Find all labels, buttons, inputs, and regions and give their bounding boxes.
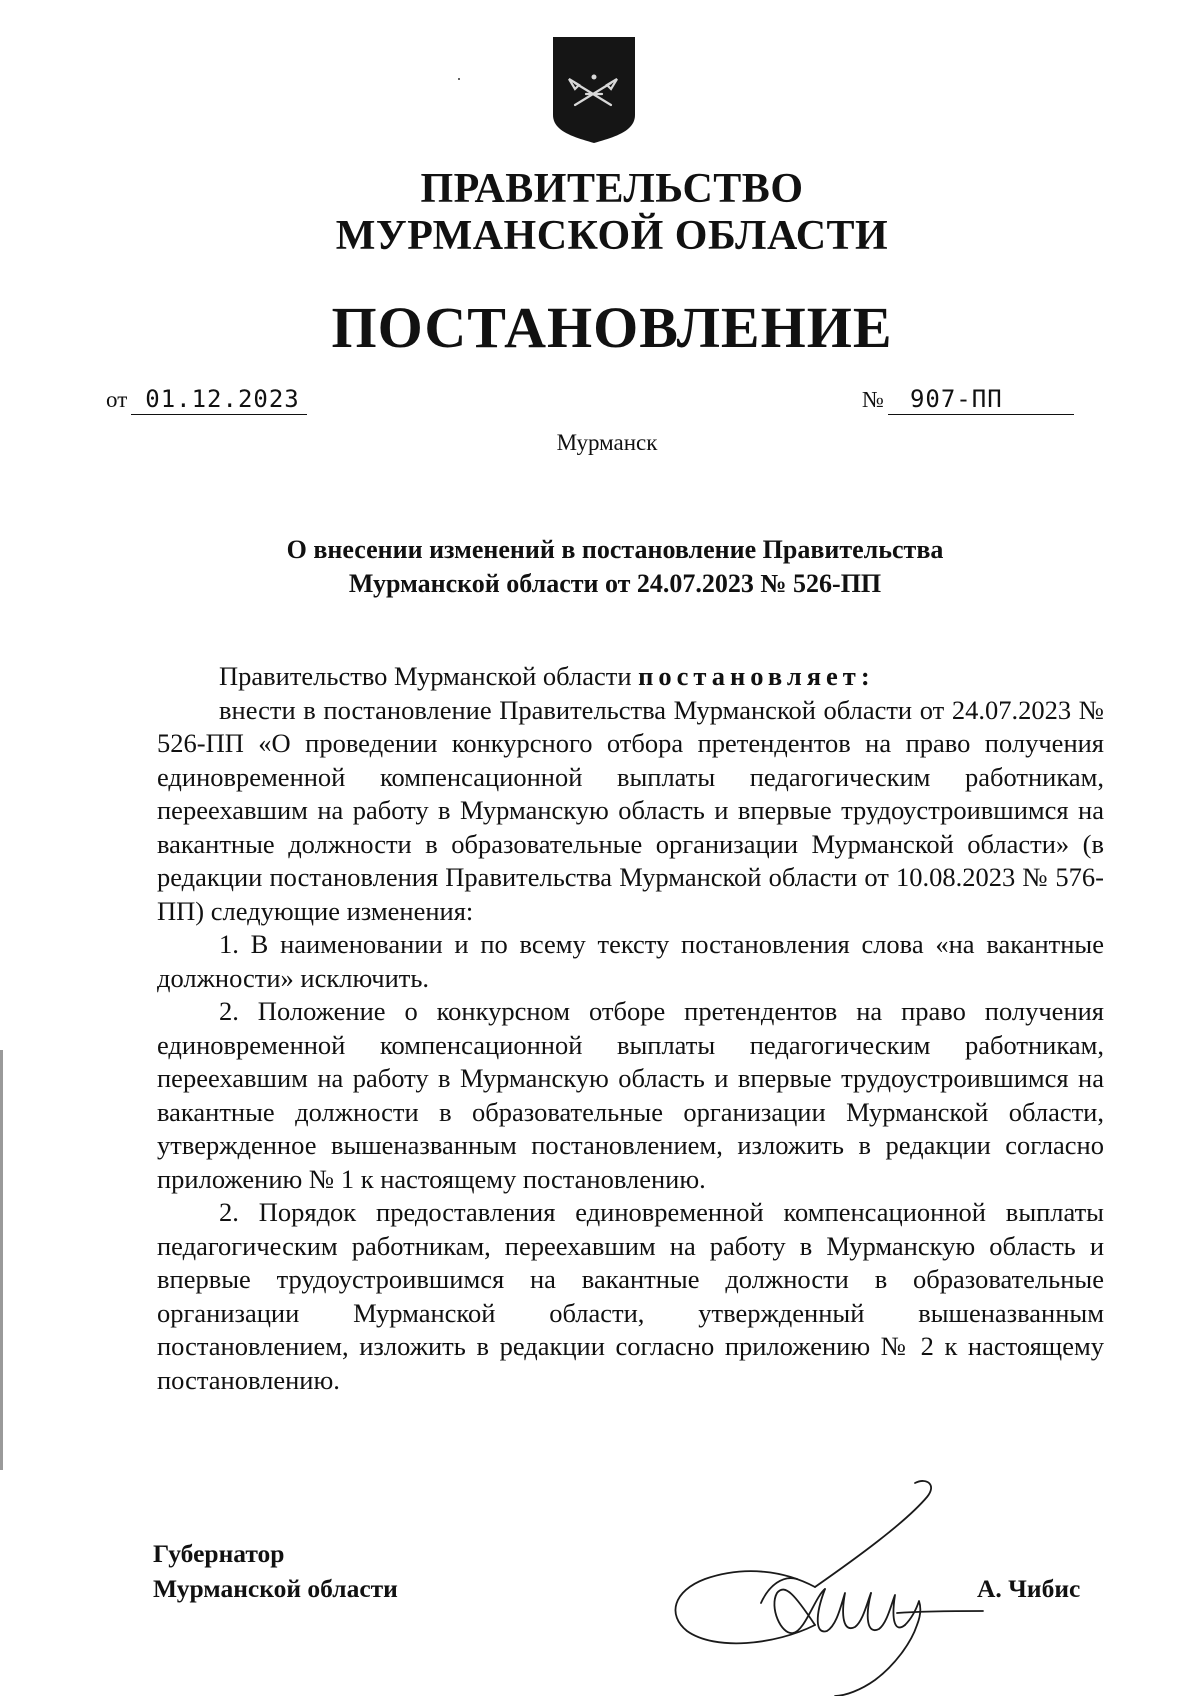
signer-name: А. Чибис bbox=[977, 1574, 1081, 1603]
handwritten-signature bbox=[665, 1475, 985, 1696]
org-name-line2: МУРМАНСКОЙ ОБЛАСТИ bbox=[335, 213, 889, 259]
coat-of-arms-emblem bbox=[553, 37, 635, 143]
subject-line2: Мурманской области от 24.07.2023 № 526-ПП bbox=[348, 569, 882, 598]
scan-edge-mark bbox=[0, 1050, 3, 1470]
number-value: 907-ПП bbox=[888, 384, 1074, 415]
resolves-word: постановляет: bbox=[638, 661, 875, 691]
signer-title-line1: Губернатор bbox=[153, 1539, 285, 1568]
date-value: 01.12.2023 bbox=[131, 384, 307, 415]
main-paragraph: внести в постановление Правительства Мурманской области от 24.07.2023 № 526-ПП «О проведении конкурсного отбора претендентов на право получения единовременной компенсационной выплаты педагогическим работникам, переехавшим на работу в Мурманскую область и впервые трудоустроившимся на вакантные должности в образовательные организации Мурманской области» (в редакции постановления Правительства Мурманской области от 10.08.2023 № 576-ПП) следующие изменения: bbox=[157, 694, 1104, 926]
item-1-paragraph: 1. В наименовании и по всему тексту постановления слова «на вакантные должности» исключить. bbox=[157, 929, 1104, 993]
date-prefix: от bbox=[106, 387, 128, 412]
intro-text: Правительство Мурманской области bbox=[219, 661, 639, 691]
document-body bbox=[157, 660, 1104, 1397]
item-3-paragraph: 2. Порядок предоставления единовременной компенсационной выплаты педагогическим работникам, переехавшим на работу в Мурманскую область и впервые трудоустроившимся на вакантные должности в образовательные организации Мурманской области, утвержденный вышеназванным постановлением, изложить в редакции согласно приложению № 2 к настоящему постановлению. bbox=[157, 1197, 1104, 1395]
scan-dot bbox=[458, 78, 460, 80]
intro-paragraph bbox=[157, 660, 1104, 694]
subject-line1: О внесении изменений в постановление Правительства bbox=[286, 535, 944, 564]
document-number bbox=[862, 384, 1074, 415]
signer-title-line2: Мурманской области bbox=[153, 1574, 398, 1603]
city-name: Мурманск bbox=[556, 430, 658, 455]
document-type-title: ПОСТАНОВЛЕНИЕ bbox=[331, 295, 893, 360]
document-date bbox=[106, 384, 307, 415]
number-prefix: № bbox=[862, 387, 884, 412]
document-subject bbox=[0, 533, 1200, 601]
item-2-paragraph: 2. Положение о конкурсном отборе претендентов на право получения единовременной компенсационной выплаты педагогическим работникам, переехавшим на работу в Мурманскую область и впервые трудоустроившимся на вакантные должности в образовательные организации Мурманской области, утвержденное вышеназванным постановлением, изложить в редакции согласно приложению № 1 к настоящему постановлению. bbox=[157, 996, 1104, 1194]
org-name-line1: ПРАВИТЕЛЬСТВО bbox=[420, 166, 804, 212]
